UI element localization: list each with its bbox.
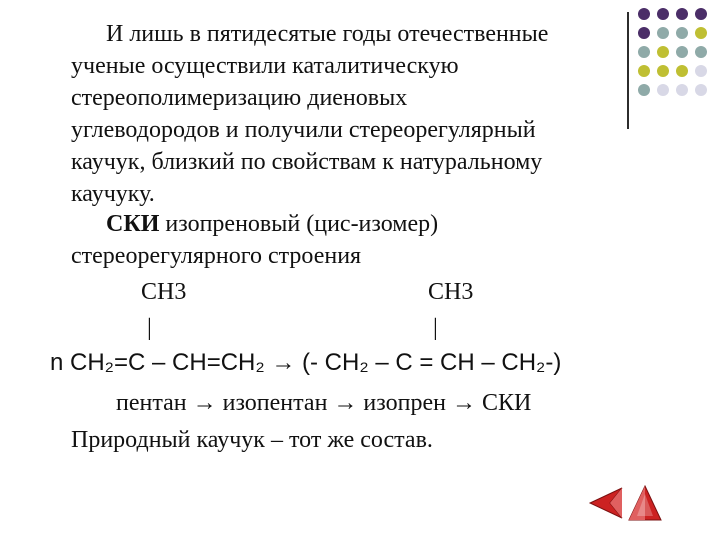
decor-dot [676, 65, 688, 77]
decor-dot [695, 46, 707, 58]
text-line-6: каучуку. [71, 181, 155, 207]
text-line-5: каучук, близкий по свойствам к натуральному [71, 149, 543, 175]
text-line-structure: стереорегулярного строения [71, 243, 362, 269]
decor-dot [676, 46, 688, 58]
decor-dot [657, 84, 669, 96]
decor-dot [676, 27, 688, 39]
triangle-home-icon [626, 484, 664, 522]
decor-dot [695, 8, 707, 20]
decor-dot [657, 27, 669, 39]
arrow-left-icon [586, 484, 624, 522]
bond-right: | [433, 315, 438, 341]
text-line-ski [106, 210, 438, 238]
ski-term: СКИ [106, 211, 160, 237]
bond-left: | [147, 315, 152, 341]
ski-description: изопреновый (цис-изомер) [159, 211, 439, 237]
synthesis-chain: пентан → изопентан → изопрен → СКИ [116, 390, 532, 416]
decor-dot [695, 27, 707, 39]
decor-dot [638, 84, 650, 96]
back-button[interactable] [586, 484, 624, 522]
text-line-1: И лишь в пятидесятые годы отечественные [106, 21, 549, 47]
reaction-formula: n CH₂=C – CH=CH₂ → (- CH₂ – C = CH – CH₂-) [50, 349, 562, 376]
text-line-3: стереополимеризацию диеновых [71, 85, 408, 111]
text-line-2: ученые осуществили каталитическую [71, 53, 459, 79]
text-line-last: Природный каучук – тот же состав. [71, 427, 433, 453]
decor-dot [695, 65, 707, 77]
decor-dot [638, 46, 650, 58]
decor-dot [695, 84, 707, 96]
text-line-4: углеводородов и получили стереорегулярный [71, 117, 536, 143]
decor-dot [676, 84, 688, 96]
ch3-left: CH3 [141, 279, 187, 305]
decor-dot [657, 46, 669, 58]
decor-dot [657, 65, 669, 77]
decor-dot [638, 8, 650, 20]
decor-dot [657, 8, 669, 20]
ch3-right: CH3 [428, 279, 474, 305]
decor-dot [676, 8, 688, 20]
decor-dot [638, 27, 650, 39]
home-button[interactable] [626, 484, 664, 522]
divider-line [627, 12, 629, 129]
decor-dot [638, 65, 650, 77]
nav-controls [586, 484, 666, 524]
